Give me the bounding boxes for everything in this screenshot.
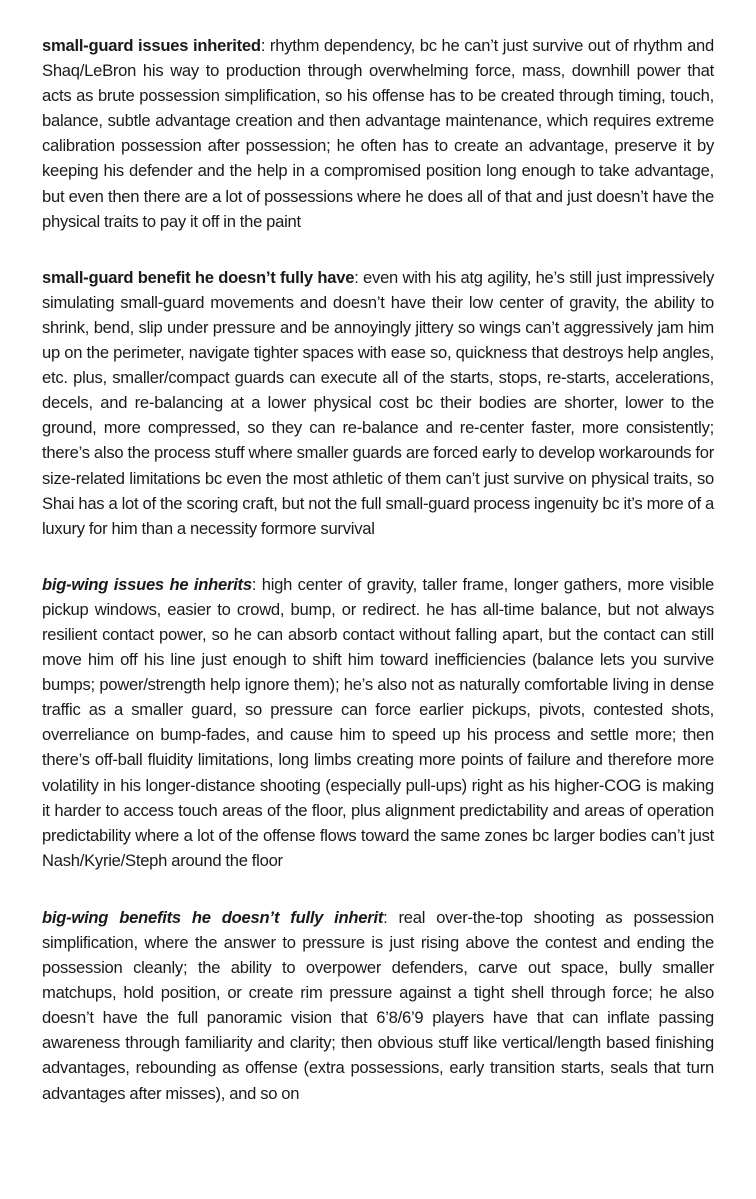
document-page <box>42 33 714 1106</box>
paragraph-body: : real over-the-top shooting as possession simplification, where the answer to pressure is just rising above the contest and ending the possession cleanly; the ability to overpower defenders, carve out space, bully smaller matchups, hold position, or create rim pressure against a tight shell through force; he also doesn’t have the full panoramic vision that 6’8/6’9 players have that can inflate passing awareness through familiarity and clarity; then obvious stuff like vertical/length based finishing advantages, rebounding as offense (extra possessions, early transition starts, seals that turn advantages after misses), and so on <box>42 907 714 1103</box>
paragraph-small-guard-issues <box>42 33 714 234</box>
paragraph-heading: small-guard issues inherited <box>42 36 261 55</box>
paragraph-small-guard-benefit <box>42 265 714 541</box>
paragraph-heading: small-guard benefit he doesn’t fully have <box>42 267 355 287</box>
paragraph-body: : even with his atg agility, he’s still just impressively simulating small-guard movements and doesn’t have their low center of gravity, the ability to shrink, bend, slip under pressure and be annoyingly jittery so wings can’t aggressively jam him up on the perimeter, navigate tighter spaces with ease so, quickness that destroys help angles, etc. plus, smaller/compact guards can execute all of the starts, stops, re-starts, accelerations, decels, and re-balancing at a lower physical cost bc their bodies are shorter, lower to the ground, more compressed, so they can re-balance and re-center faster, more consistently; there’s also the process stuff where smaller guards are forced early to develop workarounds for size-related limitations bc even the most athletic of them can’t just survive on physical traits, so Shai has a lot of the scoring craft, but not the full small-guard process ingenuity bc it’s more of a luxury for him than a necessity formore survival <box>42 267 714 538</box>
paragraph-heading: big-wing benefits he doesn’t fully inherit <box>42 907 384 927</box>
paragraph-body: : rhythm dependency, bc he can’t just survive out of rhythm and Shaq/LeBron his way to production through overwhelming force, mass, downhill power that acts as brute possession simplification, so his offense has to be created through timing, touch, balance, subtle advantage creation and then advantage maintenance, which requires extreme calibration possession after possession; he often has to create an advantage, preserve it by keeping his defender and the help in a compromised position long enough to take advantage, but even then there are a lot of possessions where he does all of that and just doesn’t have the physical traits to pay it off in the paint <box>42 36 715 231</box>
paragraph-big-wing-benefits <box>42 905 714 1106</box>
paragraph-big-wing-issues <box>42 572 714 873</box>
paragraph-heading: big-wing issues he inherits <box>42 574 252 594</box>
paragraph-body: : high center of gravity, taller frame, longer gathers, more visible pickup windows, easier to crowd, bump, or redirect. he has all-time balance, but not always resilient contact power, so he can absorb contact without falling apart, but the contact can still move him off his line just enough to shift him toward inefficiencies (balance lets you survive bumps; power/strength help ignore them); he’s also not as naturally comfortable living in dense traffic as a smaller guard, so pressure can force earlier pickups, pivots, contested shots, overreliance on bump-fades, and cause him to speed up his process and settle more; then there’s off-ball fluidity limitations, long limbs creating more points of failure and therefore more volatility in his longer-distance shooting (especially pull-ups) right as his higher-COG is making it harder to access touch areas of the floor, plus alignment predictability and areas of operation predictability where a lot of the offense flows toward the same zones bc larger bodies can’t just Nash/Kyrie/Steph around the floor <box>42 574 714 870</box>
